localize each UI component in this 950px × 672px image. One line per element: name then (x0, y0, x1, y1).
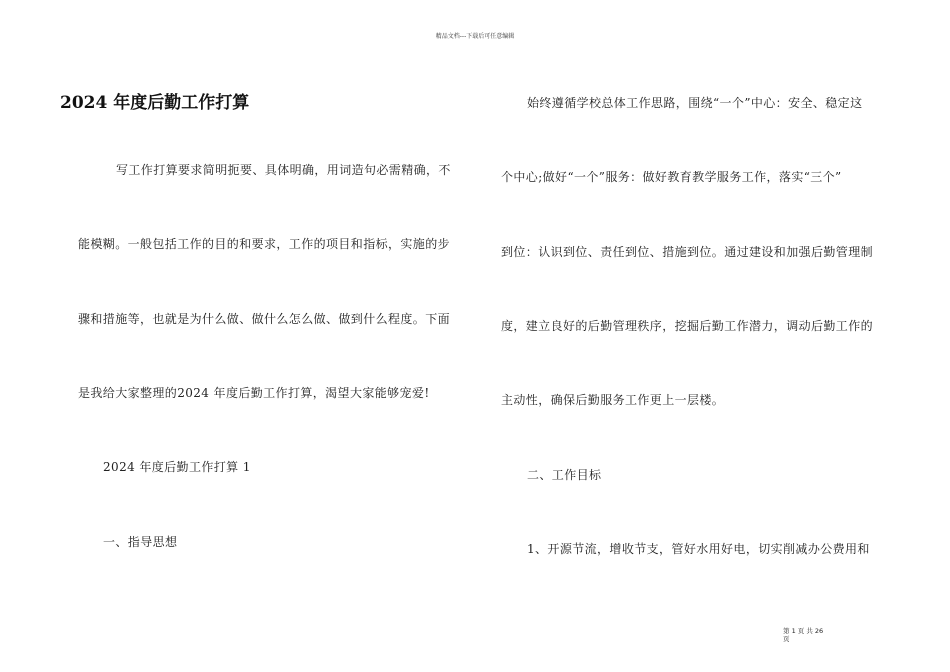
page-header: 精品文档---下载后可任意编辑 (435, 33, 515, 40)
section-heading-guiding-thought: 一、指导思想 (103, 535, 178, 549)
left-paragraph-line-1: 写工作打算要求简明扼要、具体明确，用词造句必需精确，不 (116, 163, 451, 177)
page-number-line-2: 页 (783, 635, 790, 643)
section-heading-plan-1: 2024 年度后勤工作打算 1 (103, 460, 251, 474)
page-number-footer (783, 627, 831, 643)
left-paragraph-line-3: 骤和措施等，也就是为什么做、做什么怎么做、做到什么程度。下面 (78, 312, 451, 326)
left-paragraph-line-2: 能模糊。一般包括工作的目的和要求，工作的项目和指标，实施的步 (78, 237, 451, 251)
right-paragraph-line-6: 1、开源节流，增收节支，管好水用好电，切实削减办公费用和 (527, 542, 870, 556)
document-title: 2024 年度后勤工作打算 (60, 93, 250, 113)
right-paragraph-line-2: 个中心;做好“一个”服务：做好教育教学服务工作，落实“三个” (501, 170, 842, 184)
right-paragraph-line-4: 度，建立良好的后勤管理秩序，挖掘后勤工作潜力，调动后勤工作的 (501, 319, 874, 333)
page-number-line-1: 第 1 页 共 26 (783, 627, 824, 635)
right-paragraph-line-1: 始终遵循学校总体工作思路，围绕“一个”中心：安全、稳定这 (527, 96, 863, 110)
right-paragraph-line-5: 主动性，确保后勤服务工作更上一层楼。 (501, 393, 725, 407)
section-heading-work-goals: 二、工作目标 (527, 468, 602, 482)
right-paragraph-line-3: 到位：认识到位、责任到位、措施到位。通过建设和加强后勤管理制 (501, 245, 874, 259)
left-paragraph-line-4: 是我给大家整理的2024 年度后勤工作打算，渴望大家能够宠爱! (78, 386, 430, 400)
